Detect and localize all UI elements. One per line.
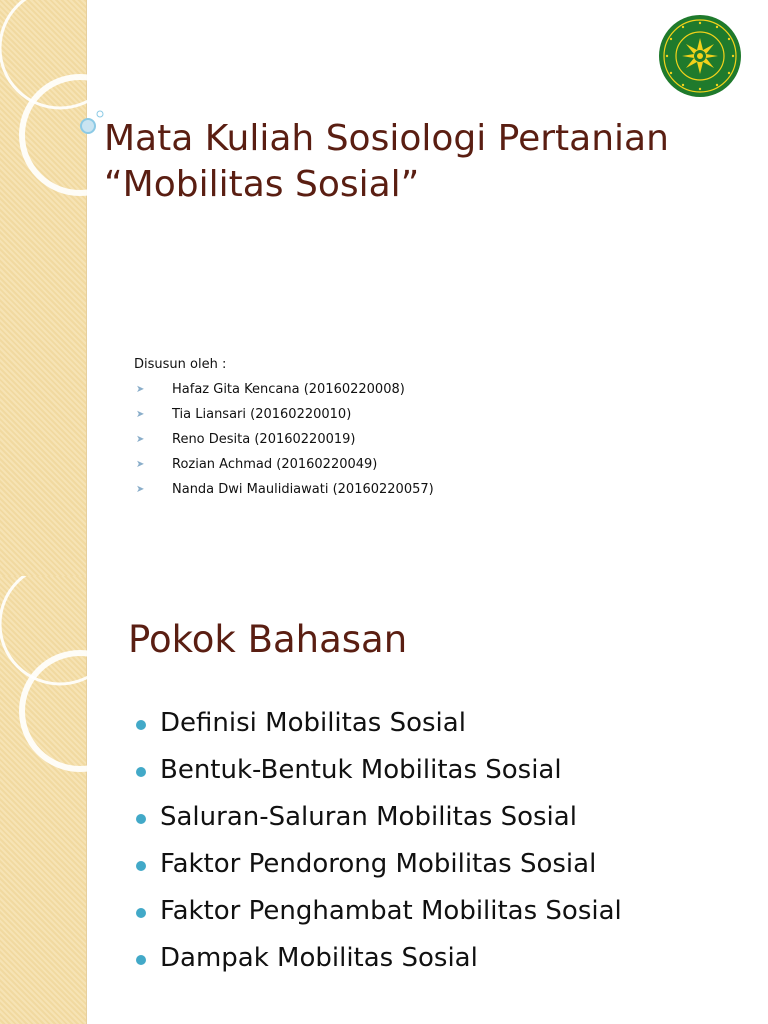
list-item: ➤ Reno Desita (20160220019) [134, 427, 694, 452]
slide-title [104, 116, 724, 208]
arrow-bullet-icon: ➤ [136, 409, 145, 420]
topics-slide [0, 576, 768, 1024]
topics-block [136, 700, 756, 982]
arrow-bullet-icon: ➤ [136, 384, 145, 395]
arrow-bullet-icon: ➤ [136, 484, 145, 495]
bullet-dot-icon [136, 767, 146, 777]
authors-list [134, 377, 694, 502]
list-item: ➤ Rozian Achmad (20160220049) [134, 452, 694, 477]
bullet-dot-icon [136, 814, 146, 824]
bullet-dot-icon [136, 861, 146, 871]
list-item: ➤ Tia Liansari (20160220010) [134, 402, 694, 427]
decorative-side-band [0, 0, 87, 576]
topics-list [136, 700, 756, 982]
decorative-side-band [0, 576, 87, 1024]
title-line-topic: “Mobilitas Sosial” [104, 164, 420, 205]
authors-block [134, 352, 694, 502]
arrow-bullet-icon: ➤ [136, 459, 145, 470]
bullet-dot-icon [136, 908, 146, 918]
list-item: Definisi Mobilitas Sosial [136, 700, 756, 747]
list-item: ➤ Hafaz Gita Kencana (20160220008) [134, 377, 694, 402]
list-item: ➤ Nanda Dwi Maulidiawati (20160220057) [134, 477, 694, 502]
list-item: Saluran-Saluran Mobilitas Sosial [136, 794, 756, 841]
list-item: Dampak Mobilitas Sosial [136, 935, 756, 982]
authors-label: Disusun oleh : [134, 357, 227, 372]
list-item: Faktor Pendorong Mobilitas Sosial [136, 841, 756, 888]
bullet-dot-icon [136, 720, 146, 730]
arrow-bullet-icon: ➤ [136, 434, 145, 445]
university-logo-icon [658, 14, 742, 98]
list-item: Bentuk-Bentuk Mobilitas Sosial [136, 747, 756, 794]
list-item: Faktor Penghambat Mobilitas Sosial [136, 888, 756, 935]
bullet-dot-icon [136, 955, 146, 965]
slide-heading: Pokok Bahasan [128, 618, 408, 661]
title-line-course: Mata Kuliah Sosiologi Pertanian [104, 118, 669, 159]
